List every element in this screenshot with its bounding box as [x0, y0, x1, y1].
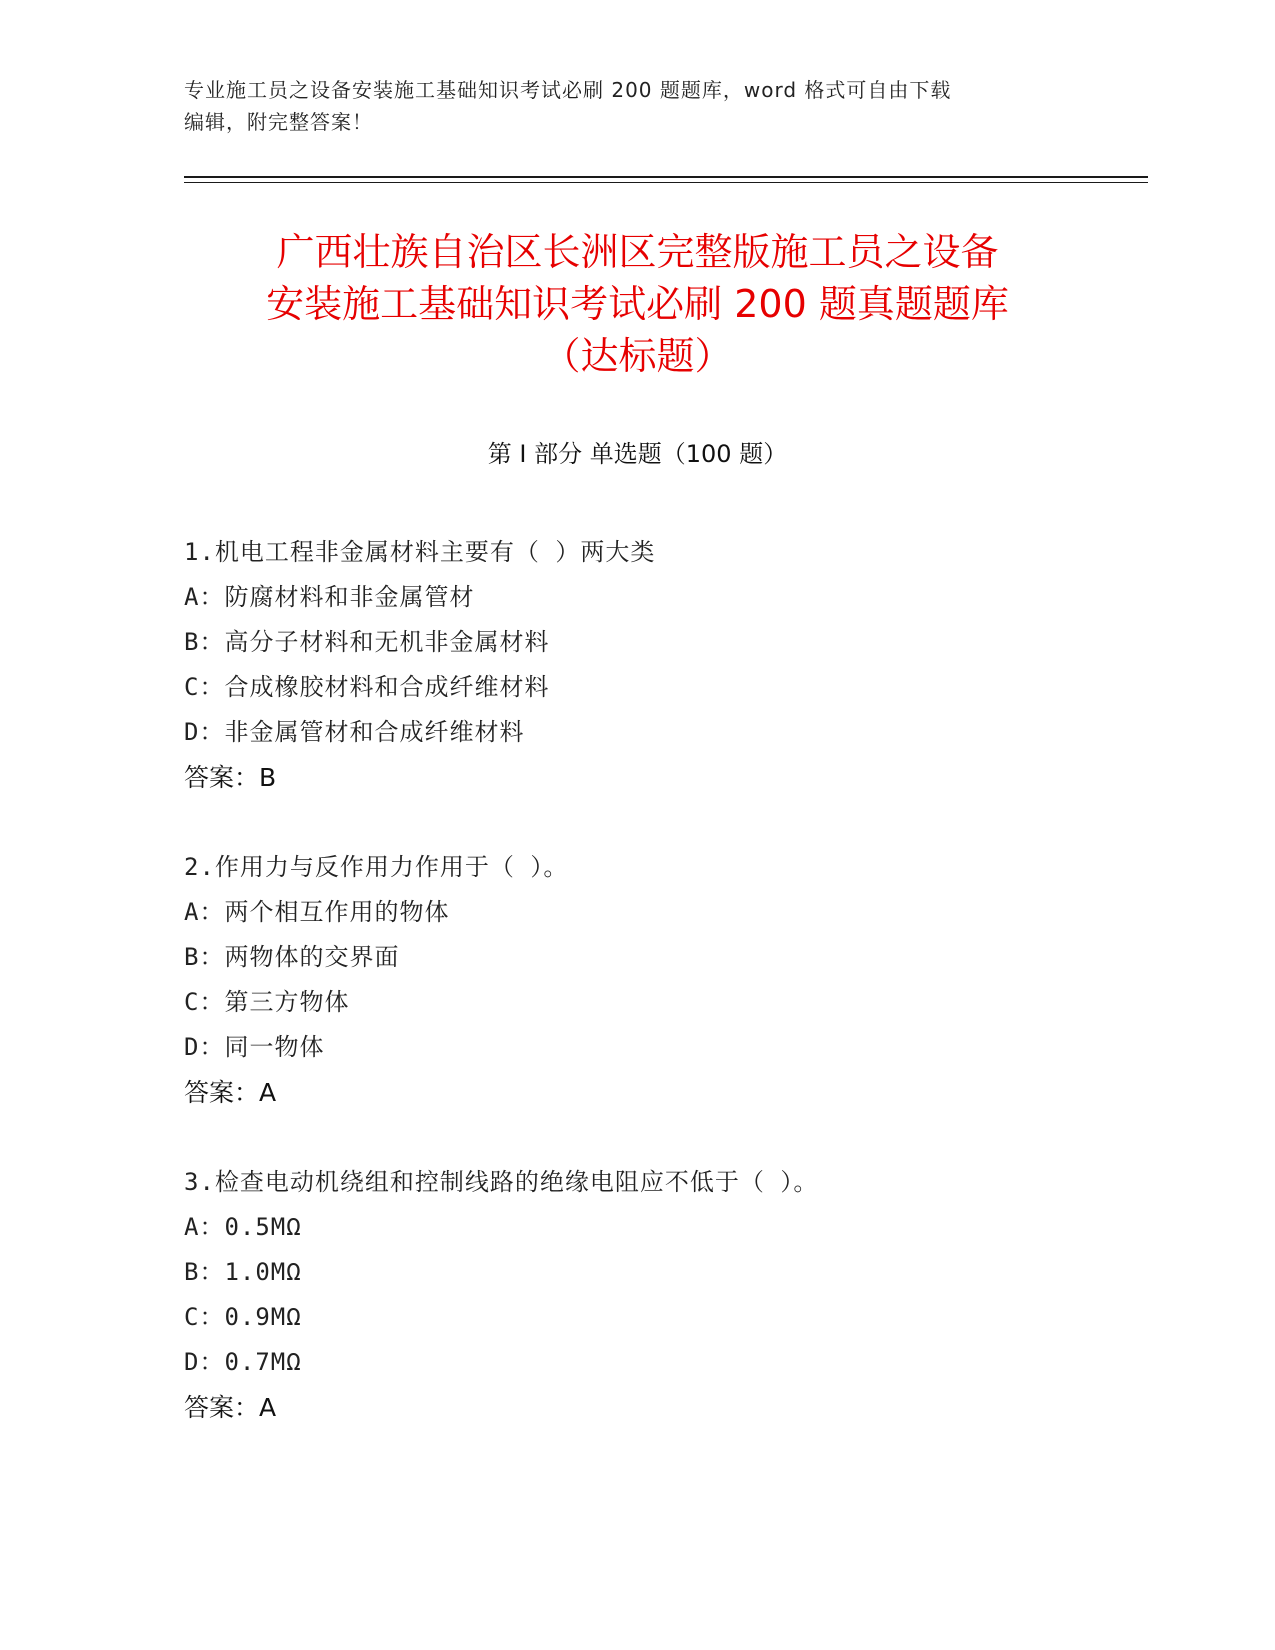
question-stem: 2.作用力与反作用力作用于（ ）。: [184, 853, 569, 881]
title-line-2: 安装施工基础知识考试必刷 200 题真题题库: [266, 282, 1009, 326]
option-a: A：两个相互作用的物体: [184, 898, 450, 926]
option-a: A：防腐材料和非金属管材: [184, 583, 475, 611]
option-c: C：第三方物体: [184, 988, 350, 1016]
question-stem: 3.检查电动机绕组和控制线路的绝缘电阻应不低于（ ）。: [184, 1168, 819, 1196]
title-line-3: （达标题）: [542, 334, 733, 378]
option-c: C：合成橡胶材料和合成纤维材料: [184, 673, 550, 701]
question-2: [184, 845, 1134, 1115]
option-a: A：0.5MΩ: [184, 1213, 302, 1241]
question-1: [184, 530, 1134, 800]
document-title: [150, 226, 1125, 382]
option-c: C：0.9MΩ: [184, 1303, 302, 1331]
question-stem: 1.机电工程非金属材料主要有（ ）两大类: [184, 538, 656, 566]
title-line-1: 广西壮族自治区长洲区完整版施工员之设备: [276, 230, 999, 274]
answer-label: 答案：A: [184, 1078, 277, 1107]
header-note-line-2: 编辑，附完整答案！: [184, 110, 373, 134]
option-b: B：1.0MΩ: [184, 1258, 302, 1286]
section-heading: 第 I 部分 单选题（100 题）: [487, 440, 788, 468]
answer-label: 答案：A: [184, 1393, 277, 1422]
option-d: D：同一物体: [184, 1033, 325, 1061]
question-3: [184, 1160, 1134, 1430]
option-d: D：0.7MΩ: [184, 1348, 302, 1376]
header-note-line-1: 专业施工员之设备安装施工基础知识考试必刷 200 题题库，word 格式可自由下载: [184, 78, 952, 102]
header-divider-thick: [184, 176, 1148, 178]
document-header-note: [184, 74, 1064, 138]
option-b: B：高分子材料和无机非金属材料: [184, 628, 550, 656]
answer-label: 答案：B: [184, 763, 277, 792]
option-d: D：非金属管材和合成纤维材料: [184, 718, 525, 746]
header-divider-thin: [184, 182, 1148, 183]
option-b: B：两物体的交界面: [184, 943, 400, 971]
question-list: [184, 530, 1134, 1475]
